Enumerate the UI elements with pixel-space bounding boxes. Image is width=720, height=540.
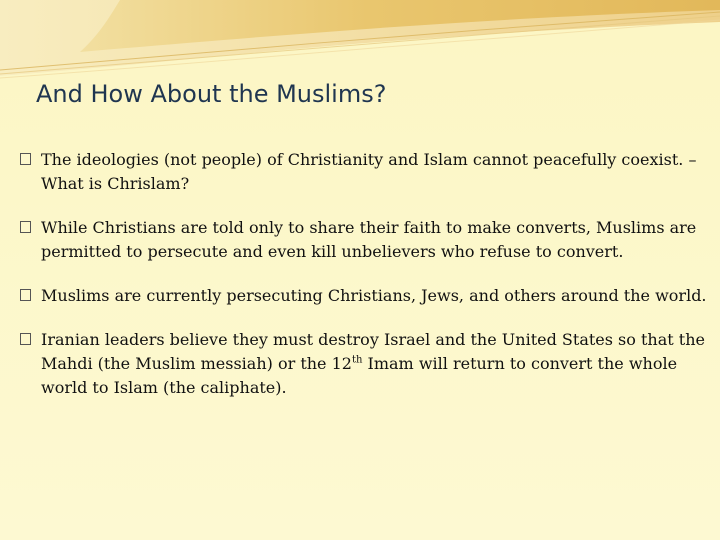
ordinal-superscript: th xyxy=(351,354,363,366)
bullet-item xyxy=(20,216,710,264)
bullet-text-part: Iranian leaders believe they must destroy Israel and the United States so that the Mahdi (the Muslim messiah) or the 12 xyxy=(41,330,705,373)
bullet-list xyxy=(20,148,710,420)
bullet-text: The ideologies (not people) of Christianity and Islam cannot peacefully coexist. – What is Chrislam? xyxy=(41,150,697,193)
slide-title: And How About the Muslims? xyxy=(36,80,387,108)
header-swoosh-decoration xyxy=(0,0,720,90)
bullet-text-part: Imam will return to convert the whole world to Islam (the caliphate). xyxy=(41,354,678,397)
bullet-item xyxy=(20,284,710,308)
bullet-text: Muslims are currently persecuting Christians, Jews, and others around the world. xyxy=(41,286,707,305)
bullet-box-icon xyxy=(20,333,31,345)
bullet-item xyxy=(20,148,710,196)
bullet-item xyxy=(20,328,710,400)
bullet-box-icon xyxy=(20,221,31,233)
bullet-text: While Christians are told only to share their faith to make converts, Muslims are permitted to persecute and even kill unbelievers who refuse to convert. xyxy=(41,218,697,261)
bullet-box-icon xyxy=(20,153,31,165)
bullet-box-icon xyxy=(20,289,31,301)
